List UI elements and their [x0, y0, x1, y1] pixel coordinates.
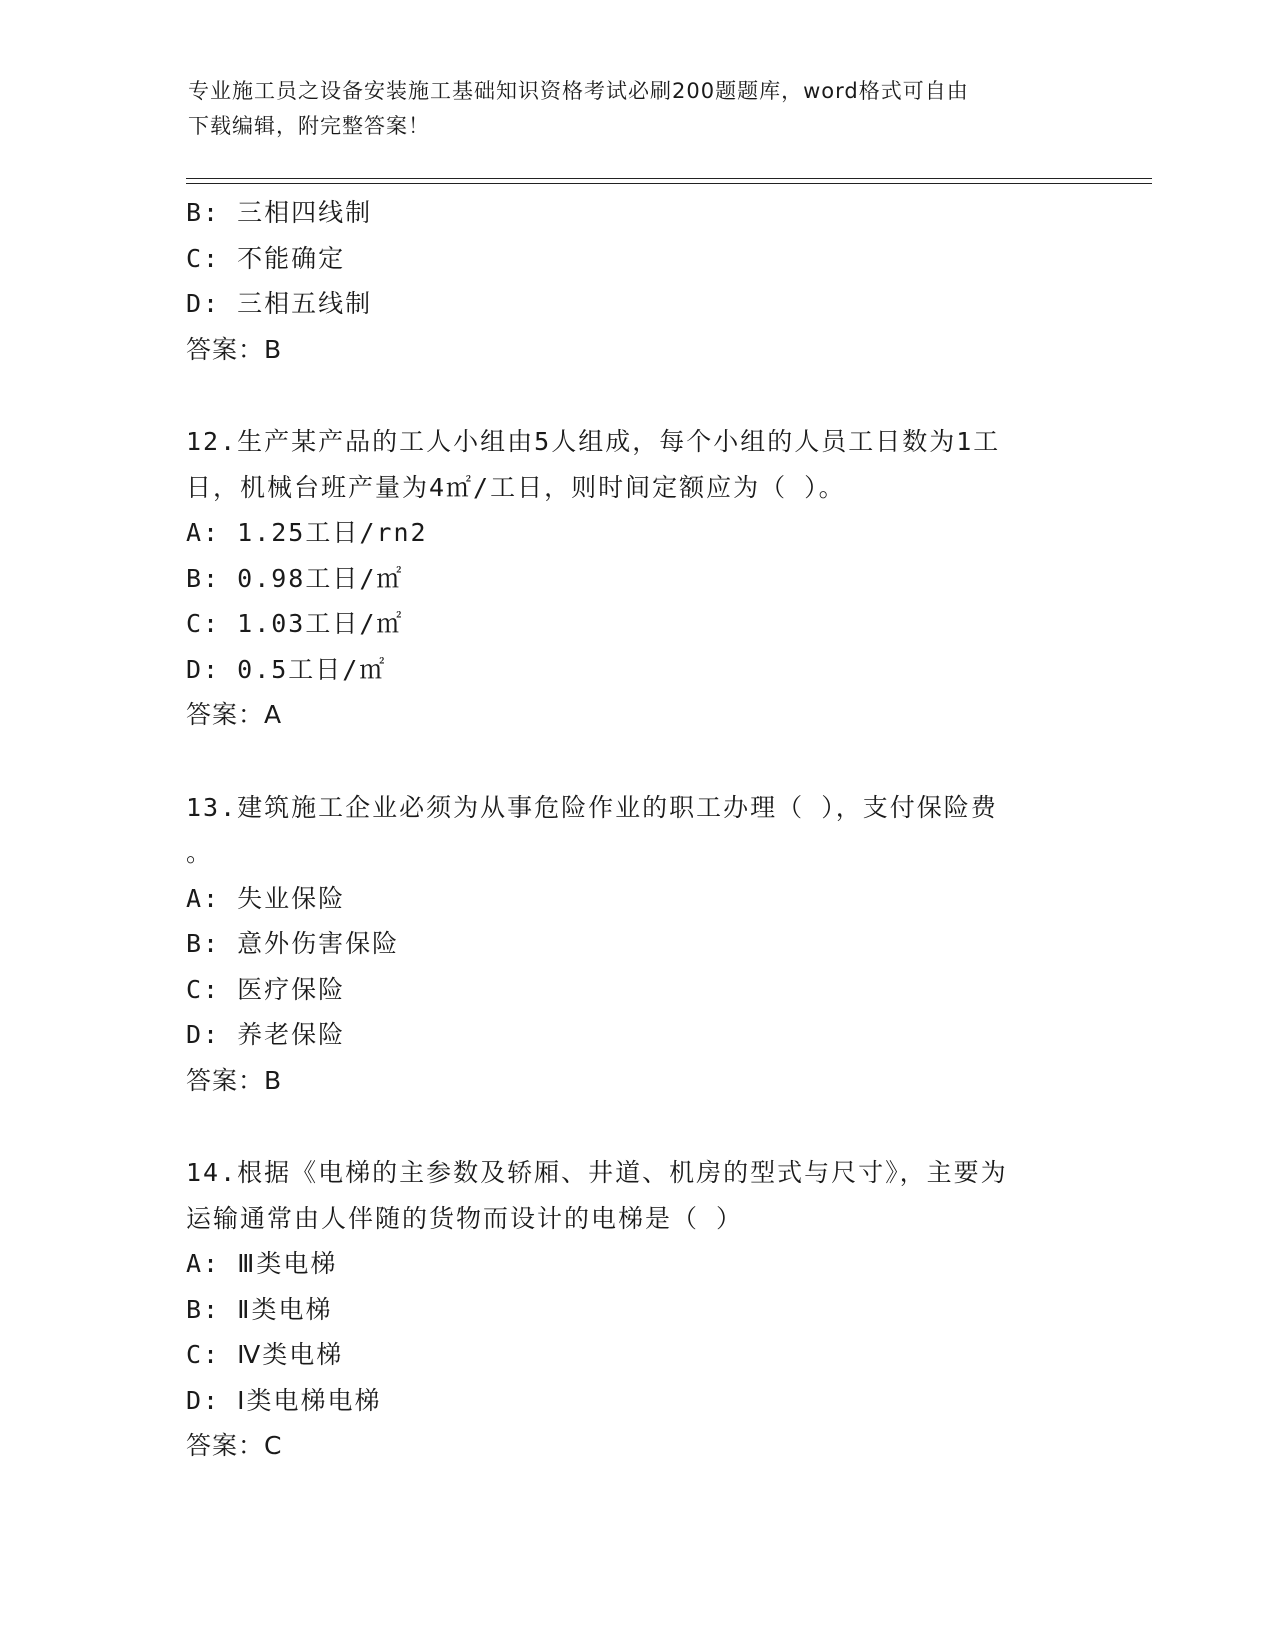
- option-a: A: Ⅲ类电梯: [186, 1249, 338, 1278]
- question-14: [186, 1150, 1086, 1469]
- question-13: [186, 785, 1086, 1104]
- option-d: D: Ⅰ类电梯电梯: [186, 1385, 382, 1415]
- spacer: [186, 738, 1086, 785]
- option-d: D: 养老保险: [186, 1020, 346, 1049]
- header-divider-top: [186, 178, 1152, 179]
- question-stem: 12.生产某产品的工人小组由5人组成，每个小组的人员工日数为1工: [186, 427, 1001, 456]
- spacer: [186, 372, 1086, 419]
- question-content: [186, 190, 1086, 1469]
- option-d: D: 0.5工日/㎡: [186, 654, 387, 684]
- spacer: [186, 1103, 1086, 1150]
- option-b: B: 0.98工日/㎡: [186, 563, 404, 593]
- question-stem-continued: 日，机械台班产量为4㎡/工日，则时间定额应为（ ）。: [186, 472, 846, 502]
- option-a: A: 失业保险: [186, 883, 346, 913]
- option-c: C: 医疗保险: [186, 974, 346, 1004]
- question-stem: 13.建筑施工企业必须为从事危险作业的职工办理（ ），支付保险费: [186, 792, 998, 822]
- option-c: C: 1.03工日/㎡: [186, 609, 404, 638]
- option-b: B: 意外伤害保险: [186, 929, 400, 958]
- option-c: C: Ⅳ类电梯: [186, 1340, 344, 1369]
- question-11: [186, 190, 1086, 372]
- answer: 答案：B: [186, 334, 283, 364]
- header-line-1: 专业施工员之设备安装施工基础知识资格考试必刷200题题库，word格式可自由: [188, 79, 969, 103]
- option-b: B: Ⅱ类电梯: [186, 1294, 333, 1324]
- header-divider-bottom: [186, 183, 1152, 184]
- option-d: D: 三相五线制: [186, 289, 373, 318]
- question-stem-continued: 。: [186, 838, 214, 867]
- header-line-2: 下载编辑，附完整答案！: [188, 114, 430, 138]
- option-a: A: 1.25工日/rn2: [186, 518, 428, 547]
- option-b: B: 三相四线制: [186, 198, 373, 227]
- answer: 答案：B: [186, 1065, 283, 1095]
- answer: 答案：C: [186, 1431, 283, 1460]
- question-stem: 14.根据《电梯的主参数及轿厢、井道、机房的型式与尺寸》，主要为: [186, 1158, 1008, 1187]
- option-c: C: 不能确定: [186, 243, 346, 273]
- question-12: [186, 419, 1086, 738]
- document-header: [188, 74, 1088, 144]
- answer: 答案：A: [186, 700, 283, 729]
- question-stem-continued: 运输通常由人伴随的货物而设计的电梯是（ ）: [186, 1203, 744, 1233]
